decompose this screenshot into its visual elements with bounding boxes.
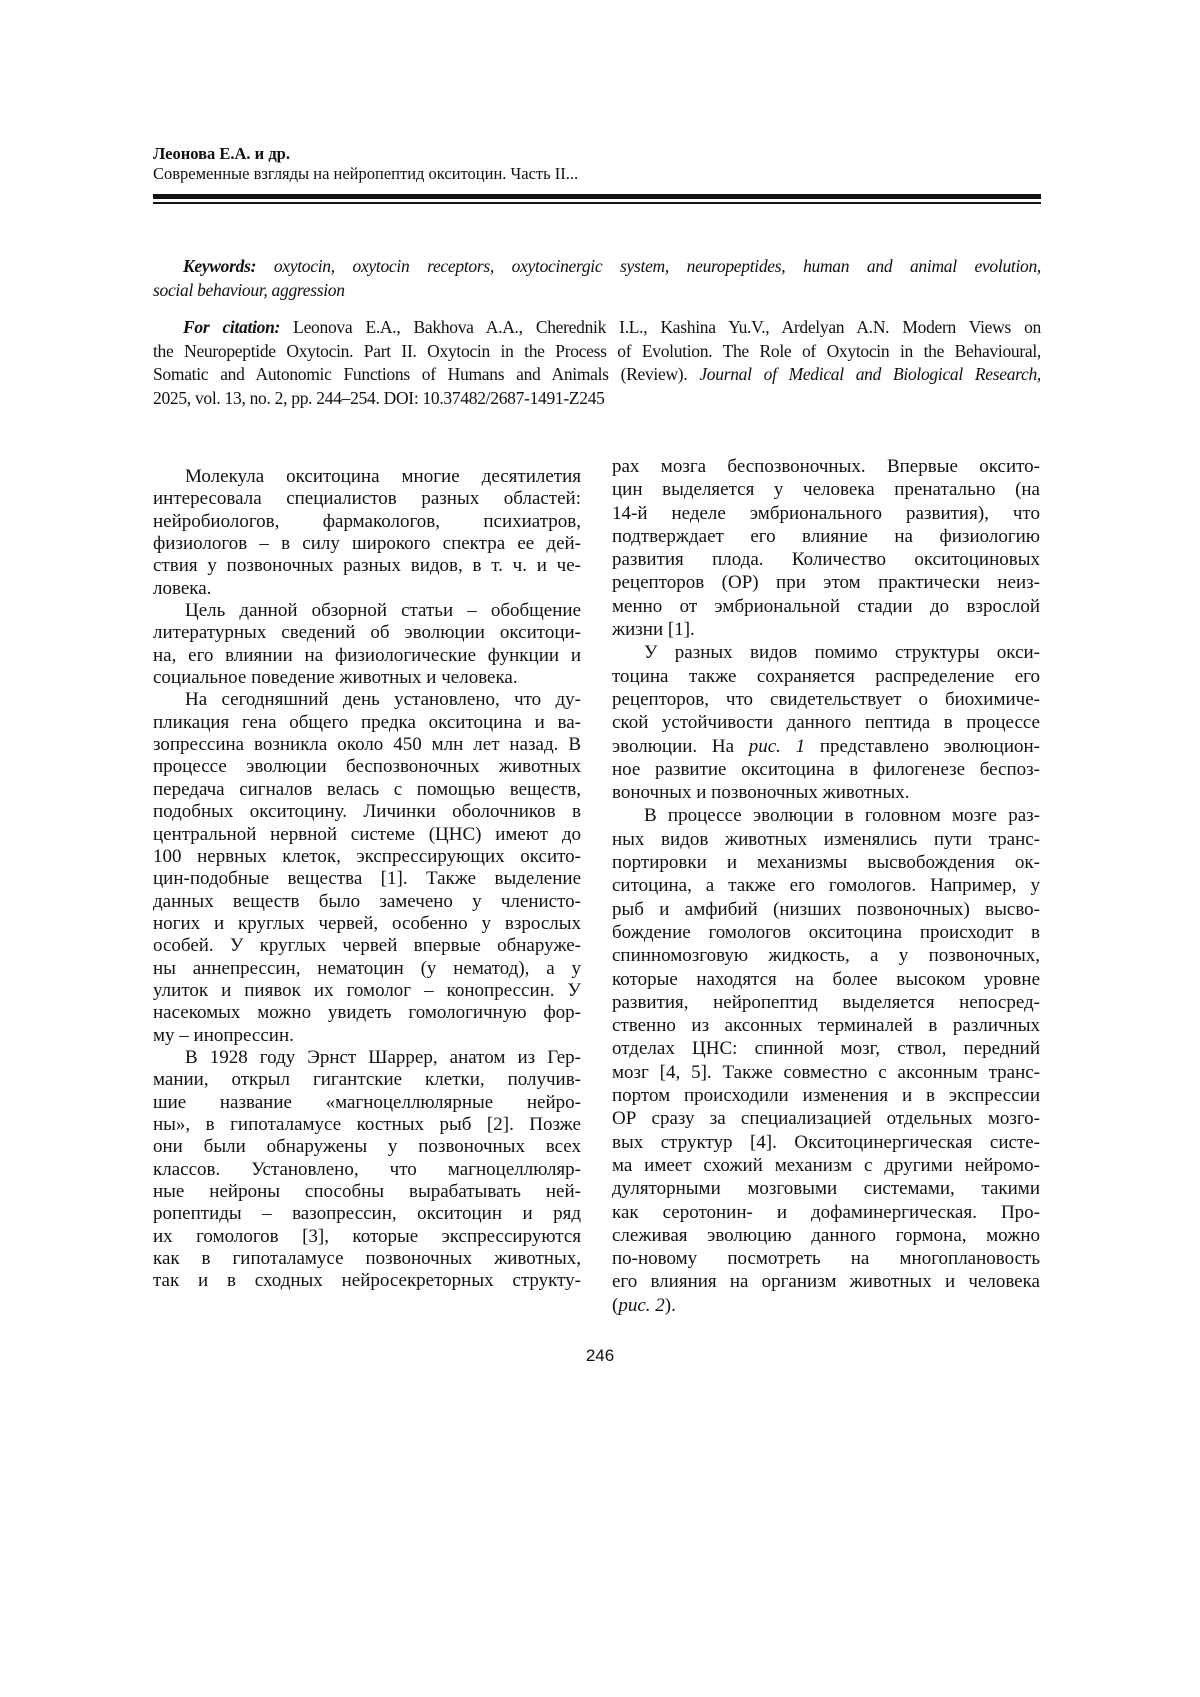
text-line: процессе эволюции беспозвоночных животных: [153, 756, 581, 778]
text-line: интересовала специалистов разных областей:: [153, 488, 581, 510]
text-line: его влияния на организм животных и человека: [612, 1270, 1040, 1293]
text-line: на, его влиянии на физиологические функции и: [153, 645, 581, 667]
text-line: ловека.: [153, 578, 581, 600]
text-line: ны», в гипоталамусе костных рыб [2]. Позже: [153, 1114, 581, 1136]
text-line: ропептиды – вазопрессин, окситоцин и ряд: [153, 1203, 581, 1225]
text-line: классов. Установлено, что магноцеллюляр-: [153, 1159, 581, 1181]
text-line: му – инопрессин.: [153, 1025, 581, 1047]
text-line: которые находятся на более высоком уровне: [612, 968, 1040, 991]
keywords-label: Keywords:: [183, 256, 256, 276]
header-running-title: Современные взгляды на нейропептид окситоцин. Часть II...: [153, 164, 578, 184]
text-line: На сегодняшний день установлено, что ду-: [153, 689, 581, 711]
paragraph: [153, 600, 581, 689]
text-line: В 1928 году Эрнст Шаррер, анатом из Гер-: [153, 1047, 581, 1069]
text-segment: представлено эволюцион-: [805, 736, 1040, 757]
keywords-text: social behaviour, aggression: [153, 279, 1041, 303]
text-line: вых структур [4]. Окситоцинергическая систе-: [612, 1131, 1040, 1154]
text-line: физиологов – в силу широкого спектра ее дей-: [153, 533, 581, 555]
figure-reference: рис. 2: [618, 1295, 664, 1316]
text-line: рах мозга беспозвоночных. Впервые оксито-: [612, 455, 1040, 478]
figure-reference: рис. 1: [749, 736, 805, 757]
text-line: передача сигналов велась с помощью веществ,: [153, 779, 581, 801]
text-line: воночных и позвоночных животных.: [612, 781, 1040, 804]
text-line: развития, нейропептид выделяется непосред-: [612, 991, 1040, 1014]
text-segment: (: [612, 1295, 618, 1316]
text-line: так и в сходных нейросекреторных структу-: [153, 1270, 581, 1292]
text-line: слеживая эволюцию данного гормона, можно: [612, 1224, 1040, 1247]
text-line: ные нейроны способны вырабатывать ней-: [153, 1181, 581, 1203]
body-column-left: [153, 466, 581, 1293]
paragraph: [153, 466, 581, 600]
text-line: ма имеет схожий механизм с другими нейромо-: [612, 1154, 1040, 1177]
text-line: особей. У круглых червей впервые обнаруже-: [153, 935, 581, 957]
text-line: цин выделяется у человека пренатально (на: [612, 478, 1040, 501]
text-line: Цель данной обзорной статьи – обобщение: [153, 600, 581, 622]
body-column-right: [612, 455, 1040, 1317]
text-line: подтверждает его влияние на физиологию: [612, 525, 1040, 548]
text-line: социальное поведение животных и человека.: [153, 667, 581, 689]
text-line: ской устойчивости данного пептида в процессе: [612, 711, 1040, 734]
running-header: [153, 144, 578, 184]
text-line: тоцина также сохраняется распределение его: [612, 665, 1040, 688]
paragraph: [153, 689, 581, 1047]
text-line: литературных сведений об эволюции окситоци-: [153, 622, 581, 644]
text-line: Молекула окситоцина многие десятилетия: [153, 466, 581, 488]
citation-text: Somatic and Autonomic Functions of Humans and Animals (Review).: [153, 364, 699, 384]
citation-journal: Journal of Medical and Biological Research,: [699, 364, 1041, 384]
text-line: шие название «магноцеллюлярные нейро-: [153, 1092, 581, 1114]
text-line: ное развитие окситоцина в филогенезе беспоз-: [612, 758, 1040, 781]
text-line: 14-й неделе эмбрионального развития), что: [612, 502, 1040, 525]
text-line: бождение гомологов окситоцина происходит в: [612, 921, 1040, 944]
text-segment: эволюции. На: [612, 736, 749, 757]
page-number: 246: [0, 1346, 1200, 1366]
text-line: как серотонин- и дофаминергическая. Про-: [612, 1201, 1040, 1224]
text-line: дуляторными мозговыми системами, такими: [612, 1177, 1040, 1200]
text-line: центральной нервной системе (ЦНС) имеют до: [153, 824, 581, 846]
text-line: нейробиологов, фармакологов, психиатров,: [153, 511, 581, 533]
text-line: пликация гена общего предка окситоцина и ва-: [153, 712, 581, 734]
text-line: [612, 1294, 1040, 1317]
text-line: рецепторов, что свидетельствует о биохимиче-: [612, 688, 1040, 711]
text-line: рыб и амфибий (низших позвоночных) высво-: [612, 898, 1040, 921]
header-author: Леонова Е.А. и др.: [153, 144, 578, 164]
text-line: ситоцина, а также его гомологов. Например, у: [612, 874, 1040, 897]
text-line: они были обнаружены у позвоночных всех: [153, 1136, 581, 1158]
paragraph: [612, 804, 1040, 1317]
text-line: портом происходили изменения и в экспрессии: [612, 1084, 1040, 1107]
citation-text: Leonova E.A., Bakhova A.A., Cherednik I.L., Kashina Yu.V., Ardelyan A.N. Modern Views on: [280, 317, 1041, 337]
text-line: ствия у позвоночных разных видов, в т. ч. и че-: [153, 555, 581, 577]
text-line: [612, 735, 1040, 758]
header-rule-thin: [153, 202, 1041, 204]
paragraph: [612, 455, 1040, 641]
text-line: зопрессина возникла около 450 млн лет назад. В: [153, 734, 581, 756]
text-line: данных веществ было замечено у членисто-: [153, 891, 581, 913]
text-line: 100 нервных клеток, экспрессирующих оксито-: [153, 846, 581, 868]
text-line: У разных видов помимо структуры окси-: [612, 641, 1040, 664]
citation: [153, 316, 1041, 410]
text-line: портировки и механизмы высвобождения ок-: [612, 851, 1040, 874]
text-line: подобных окситоцину. Личинки оболочников в: [153, 801, 581, 823]
text-line: развития плода. Количество окситоциновых: [612, 548, 1040, 571]
text-line: жизни [1].: [612, 618, 1040, 641]
keywords-text: oxytocin, oxytocin receptors, oxytocinergic system, neuropeptides, human and animal evolution,: [256, 256, 1041, 276]
text-line: отделах ЦНС: спинной мозг, ствол, передний: [612, 1037, 1040, 1060]
text-line: В процессе эволюции в головном мозге раз-: [612, 804, 1040, 827]
text-line: ногих и круглых червей, особенно у взрослых: [153, 913, 581, 935]
text-segment: ).: [665, 1295, 676, 1316]
text-line: как в гипоталамусе позвоночных животных,: [153, 1248, 581, 1270]
citation-label: For citation:: [183, 317, 280, 337]
text-line: по-новому посмотреть на многоплановость: [612, 1247, 1040, 1270]
text-line: спинномозговую жидкость, а у позвоночных,: [612, 944, 1040, 967]
text-line: ственно из аксонных терминалей в различных: [612, 1014, 1040, 1037]
text-line: мании, открыл гигантские клетки, получив-: [153, 1069, 581, 1091]
text-line: ОР сразу за специализацией отдельных мозго-: [612, 1107, 1040, 1130]
text-line: мозг [4, 5]. Также совместно с аксонным транс-: [612, 1061, 1040, 1084]
text-line: насекомых можно увидеть гомологичную фор-: [153, 1002, 581, 1024]
citation-text: 2025, vol. 13, no. 2, pp. 244–254. DOI: 10.37482/2687-1491-Z245: [153, 387, 1041, 411]
citation-text: the Neuropeptide Oxytocin. Part II. Oxytocin in the Process of Evolution. The Role of Oxytocin in the Behavioural,: [153, 340, 1041, 364]
text-line: менно от эмбриональной стадии до взрослой: [612, 595, 1040, 618]
paragraph: [153, 1047, 581, 1293]
text-line: ны аннепрессин, нематоцин (у нематод), а у: [153, 958, 581, 980]
text-line: рецепторов (ОР) при этом практически неиз-: [612, 571, 1040, 594]
text-line: их гомологов [3], которые экспрессируются: [153, 1226, 581, 1248]
text-line: ных видов животных изменялись пути транс-: [612, 828, 1040, 851]
text-line: цин-подобные вещества [1]. Также выделение: [153, 868, 581, 890]
text-line: улиток и пиявок их гомолог – конопрессин. У: [153, 980, 581, 1002]
paragraph: [612, 641, 1040, 804]
header-rule-thick: [153, 194, 1041, 199]
keywords: [153, 255, 1041, 302]
